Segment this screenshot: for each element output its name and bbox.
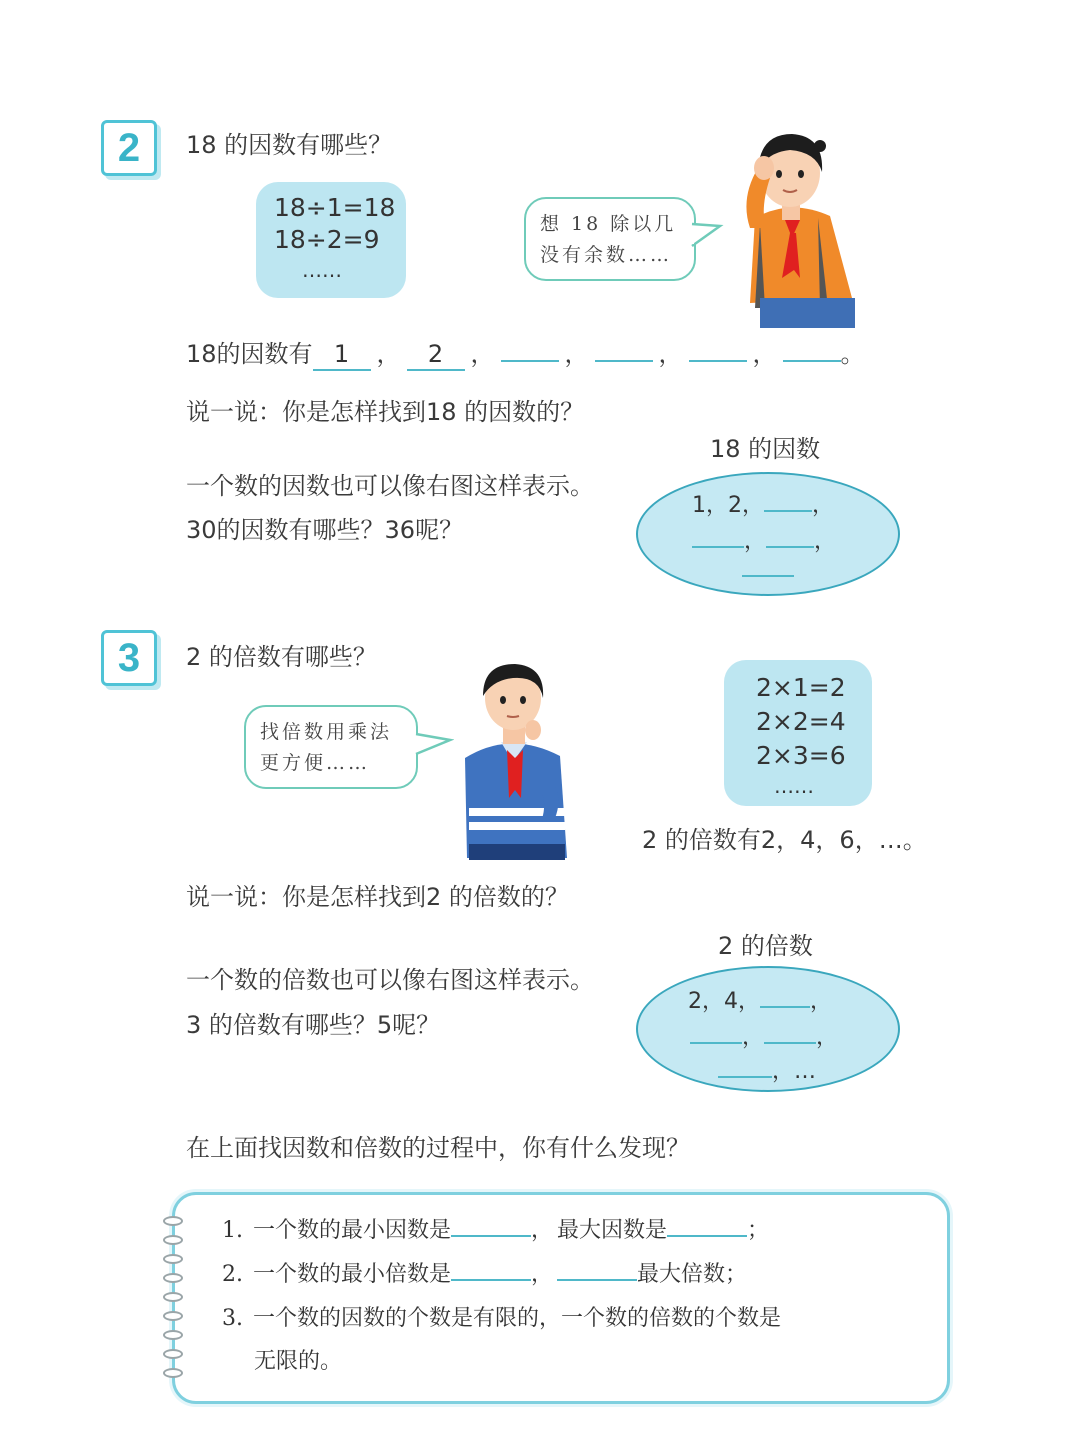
ellipse-blank[interactable] [764, 510, 812, 512]
summary-blank[interactable] [451, 1279, 531, 1281]
ellipsis-end: ，… [772, 1059, 817, 1084]
bubble-tail [414, 730, 454, 760]
period: 。 [840, 340, 865, 368]
sep: ， [564, 340, 589, 368]
summary-item-1 [222, 1218, 769, 1244]
ring [163, 1216, 183, 1226]
ellipse-title: 18 的因数 [710, 435, 821, 463]
given-values: 1，2， [692, 493, 764, 518]
item-number: 1. [222, 1218, 243, 1243]
item-text: 一个数的最小倍数是 [253, 1262, 452, 1287]
sep: ， [376, 340, 401, 368]
say-prompt: 说一说：你是怎样找到18 的因数的？ [186, 398, 585, 426]
summary-blank[interactable] [451, 1235, 531, 1237]
multiple-ellipse [636, 966, 900, 1092]
given-values: 2，4， [688, 989, 760, 1014]
item-number: 2. [222, 1262, 243, 1287]
bubble-line: 更方便…… [260, 752, 371, 774]
bubble-tail [690, 220, 724, 254]
multiplication-line: 2×1=2 [756, 673, 846, 702]
section-number-badge: 3 [101, 630, 157, 686]
multiplication-line: 2×3=6 [756, 741, 846, 770]
summary-blank[interactable] [667, 1235, 747, 1237]
multiplication-box [724, 660, 872, 806]
comma: ， [816, 1025, 839, 1050]
boy-illustration [455, 658, 575, 860]
answer-blank[interactable] [501, 360, 559, 362]
factor-answer-line [186, 340, 865, 371]
multiplication-line: 2×2=4 [756, 707, 846, 736]
bubble-line: 想 18 除以几 [540, 213, 677, 235]
ellipse-blank[interactable] [718, 1076, 772, 1078]
ellipse-blank[interactable] [690, 1042, 742, 1044]
comma: ， [814, 529, 837, 554]
item-text: 一个数的最小因数是 [253, 1218, 452, 1243]
division-box [256, 182, 406, 298]
answer-blank[interactable] [689, 360, 747, 362]
ellipse-title: 2 的倍数 [718, 932, 813, 960]
ellipse-row [690, 1020, 838, 1051]
ellipse-row [718, 1054, 816, 1085]
ring [163, 1368, 183, 1378]
answer-blank[interactable] [783, 360, 841, 362]
summary-item-3 [222, 1306, 781, 1332]
sep: ， [752, 340, 777, 368]
ellipse-row [692, 524, 836, 555]
ellipse-row [688, 984, 832, 1015]
say-prompt: 说一说：你是怎样找到2 的倍数的？ [186, 883, 569, 911]
section2-question: 18 的因数有哪些？ [186, 131, 393, 159]
ellipse-row [692, 488, 834, 519]
ring [163, 1330, 183, 1340]
comma: ， [810, 989, 833, 1014]
answer-blank[interactable] [595, 360, 653, 362]
explain-line: 一个数的倍数也可以像右图这样表示。 [186, 966, 594, 994]
comma: ， [742, 1025, 765, 1050]
comma: ， [812, 493, 835, 518]
ellipse-blank[interactable] [692, 546, 744, 548]
spiral-binding [163, 1216, 187, 1386]
item-text: 最大因数是 [557, 1218, 668, 1243]
ellipse-blank[interactable] [766, 546, 814, 548]
item-end: ； [747, 1218, 770, 1243]
division-ellipsis: …… [302, 258, 342, 282]
ellipse-blank[interactable] [764, 1042, 816, 1044]
ring [163, 1273, 183, 1283]
ring [163, 1254, 183, 1264]
section-number-badge: 2 [101, 120, 157, 176]
ring [163, 1349, 183, 1359]
ring [163, 1292, 183, 1302]
summary-blank[interactable] [557, 1279, 637, 1281]
item-sep: ， [531, 1262, 554, 1287]
bubble-line: 找倍数用乘法 [260, 721, 393, 743]
comma: ， [744, 529, 767, 554]
item-text: 一个数的因数的个数是有限的，一个数的倍数的个数是 [253, 1306, 782, 1331]
ellipse-row [742, 558, 794, 583]
multiplication-ellipsis: …… [774, 774, 814, 798]
division-line: 18÷2=9 [274, 225, 380, 254]
girl-illustration [720, 128, 860, 328]
ring [163, 1235, 183, 1245]
explain-line: 一个数的因数也可以像右图这样表示。 [186, 472, 594, 500]
discover-question: 在上面找因数和倍数的过程中，你有什么发现？ [186, 1134, 690, 1162]
thought-bubble [244, 705, 418, 789]
ellipse-blank[interactable] [742, 575, 794, 577]
answer-prefix: 18的因数有 [186, 340, 313, 368]
question-line: 30的因数有哪些？36呢？ [186, 516, 464, 544]
summary-item-2 [222, 1262, 747, 1288]
bubble-line: 没有余数…… [540, 244, 673, 266]
ring [163, 1311, 183, 1321]
sep: ， [658, 340, 683, 368]
answer-blank[interactable]: 2 [407, 340, 465, 371]
section3-question: 2 的倍数有哪些？ [186, 643, 377, 671]
item-number: 3. [222, 1306, 243, 1331]
item-sep: ， [531, 1218, 554, 1243]
multiples-result: 2 的倍数有2，4，6，…。 [642, 826, 927, 854]
answer-blank[interactable]: 1 [313, 340, 371, 371]
ellipse-blank[interactable] [760, 1006, 810, 1008]
division-line: 18÷1=18 [274, 193, 396, 222]
summary-item-3-cont: 无限的。 [254, 1349, 343, 1374]
factor-ellipse [636, 472, 900, 596]
sep: ， [470, 340, 495, 368]
question-line: 3 的倍数有哪些？5呢？ [186, 1011, 441, 1039]
thought-bubble [524, 197, 696, 281]
item-text: 最大倍数； [637, 1262, 748, 1287]
